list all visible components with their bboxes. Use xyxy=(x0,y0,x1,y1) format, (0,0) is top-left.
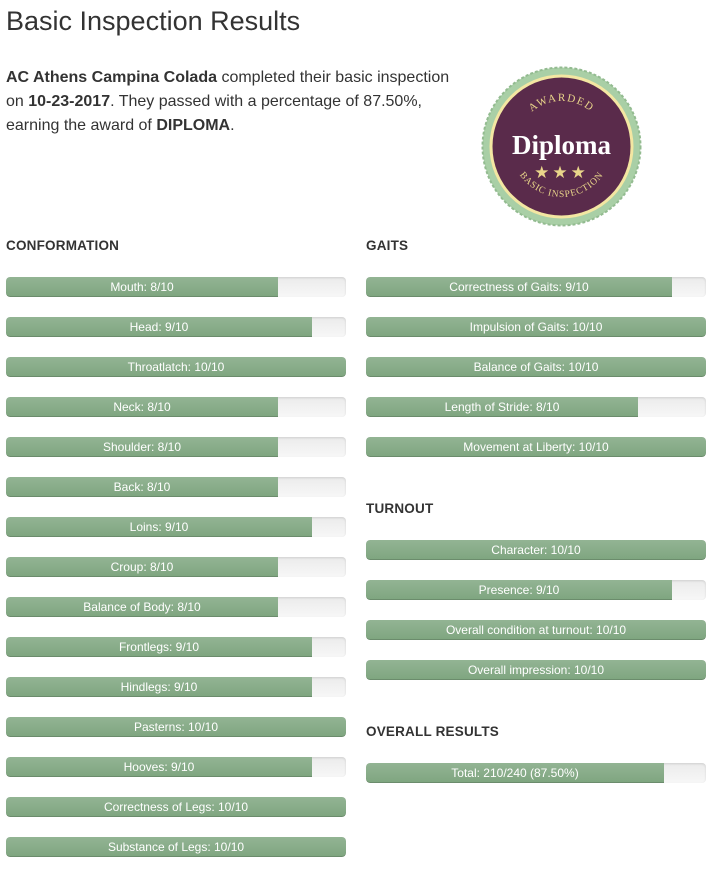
turnout-score-bar xyxy=(366,580,706,600)
score-bar-fill xyxy=(366,437,706,457)
gaits-score-bar xyxy=(366,397,706,417)
overall-score-bar xyxy=(366,763,706,783)
turnout-section-title: TURNOUT xyxy=(366,501,434,516)
badge-bottom-text: BASIC INSPECTION xyxy=(517,170,606,201)
gaits-score-bar xyxy=(366,277,706,297)
score-bar-fill xyxy=(6,517,312,537)
conformation-score-bar xyxy=(6,717,346,737)
conformation-score-bar xyxy=(6,397,346,417)
score-bar-label: Frontlegs: 9/10 xyxy=(118,640,200,654)
score-bar-label: Balance of Gaits: 10/10 xyxy=(473,360,599,374)
score-bar-label: Balance of Body: 8/10 xyxy=(83,600,201,614)
score-bar-fill xyxy=(366,277,672,297)
score-bar-label: Total: 210/240 (87.50%) xyxy=(451,766,579,780)
score-bar-label: Loins: 9/10 xyxy=(129,520,189,534)
score-bar-label: Overall condition at turnout: 10/10 xyxy=(445,623,627,637)
gaits-score-bar xyxy=(366,317,706,337)
score-bar-fill xyxy=(6,437,278,457)
inspection-summary xyxy=(6,66,456,138)
score-bar-fill xyxy=(366,620,706,640)
score-bar-label: Hooves: 9/10 xyxy=(123,760,195,774)
conformation-score-bar xyxy=(6,797,346,817)
score-bar-fill xyxy=(6,277,278,297)
turnout-score-bar xyxy=(366,660,706,680)
conformation-score-bar xyxy=(6,517,346,537)
score-bar-label: Presence: 9/10 xyxy=(478,583,560,597)
score-bar-label: Neck: 8/10 xyxy=(113,400,171,414)
badge-top-text: AWARDED xyxy=(526,91,597,115)
score-bar-label: Throatlatch: 10/10 xyxy=(127,360,225,374)
score-bar-fill xyxy=(6,397,278,417)
conformation-section-title: CONFORMATION xyxy=(6,238,120,253)
score-bar-fill xyxy=(366,763,664,783)
award-name: DIPLOMA xyxy=(156,117,231,134)
inspection-date: 10-23-2017 xyxy=(28,93,111,110)
conformation-score-bar xyxy=(6,837,346,857)
conformation-score-bar xyxy=(6,597,346,617)
turnout-score-bar xyxy=(366,620,706,640)
badge-main-text: Diploma xyxy=(511,130,612,160)
score-bar-label: Movement at Liberty: 10/10 xyxy=(463,440,609,454)
conformation-score-bar xyxy=(6,677,346,697)
score-bar-fill xyxy=(6,677,312,697)
score-bar-label: Overall impression: 10/10 xyxy=(467,663,605,677)
score-bar-fill xyxy=(6,837,346,857)
diploma-badge-icon xyxy=(481,66,642,227)
score-bar-label: Head: 9/10 xyxy=(129,320,189,334)
conformation-score-bar xyxy=(6,277,346,297)
score-bar-fill xyxy=(6,757,312,777)
conformation-score-bar xyxy=(6,437,346,457)
score-bar-label: Pasterns: 10/10 xyxy=(133,720,219,734)
score-bar-fill xyxy=(6,477,278,497)
gaits-section-title: GAITS xyxy=(366,238,409,253)
page-title: Basic Inspection Results xyxy=(6,6,301,36)
score-bar-label: Impulsion of Gaits: 10/10 xyxy=(469,320,603,334)
conformation-score-bar xyxy=(6,757,346,777)
score-bar-fill xyxy=(6,637,312,657)
conformation-score-bar xyxy=(6,357,346,377)
score-bar-label: Correctness of Gaits: 9/10 xyxy=(449,280,589,294)
score-bar-label: Correctness of Legs: 10/10 xyxy=(103,800,249,814)
gaits-score-bar xyxy=(366,357,706,377)
score-bar-label: Croup: 8/10 xyxy=(110,560,174,574)
score-bar-label: Shoulder: 8/10 xyxy=(102,440,182,454)
conformation-score-bar xyxy=(6,317,346,337)
score-bar-label: Back: 8/10 xyxy=(113,480,171,494)
score-bar-fill xyxy=(6,597,278,617)
score-bar-fill xyxy=(366,397,638,417)
score-bar-label: Mouth: 8/10 xyxy=(110,280,174,294)
score-bar-label: Hindlegs: 9/10 xyxy=(120,680,198,694)
summary-text-2: . They passed with a percentage of 87.50%, earning the award of xyxy=(6,93,422,134)
score-bar-label: Character: 10/10 xyxy=(491,543,581,557)
conformation-score-bar xyxy=(6,557,346,577)
score-bar-label: Substance of Legs: 10/10 xyxy=(107,840,245,854)
horse-name: AC Athens Campina Colada xyxy=(6,69,217,86)
conformation-score-bar xyxy=(6,637,346,657)
score-bar-fill xyxy=(6,357,346,377)
score-bar-fill xyxy=(6,317,312,337)
summary-text-1: completed their basic inspection on xyxy=(6,69,450,110)
score-bar-fill xyxy=(6,797,346,817)
score-bar-fill xyxy=(366,540,706,560)
turnout-score-bar xyxy=(366,540,706,560)
score-bar-fill xyxy=(366,317,706,337)
summary-text-3: . xyxy=(230,117,235,134)
score-bar-fill xyxy=(366,357,706,377)
score-bar-fill xyxy=(6,717,346,737)
score-bar-label: Length of Stride: 8/10 xyxy=(444,400,560,414)
overall-section-title: OVERALL RESULTS xyxy=(366,724,500,739)
score-bar-fill xyxy=(366,660,706,680)
score-bar-fill xyxy=(366,580,672,600)
conformation-score-bar xyxy=(6,477,346,497)
score-bar-fill xyxy=(6,557,278,577)
badge-stars: ★★★ xyxy=(534,163,589,183)
gaits-score-bar xyxy=(366,437,706,457)
